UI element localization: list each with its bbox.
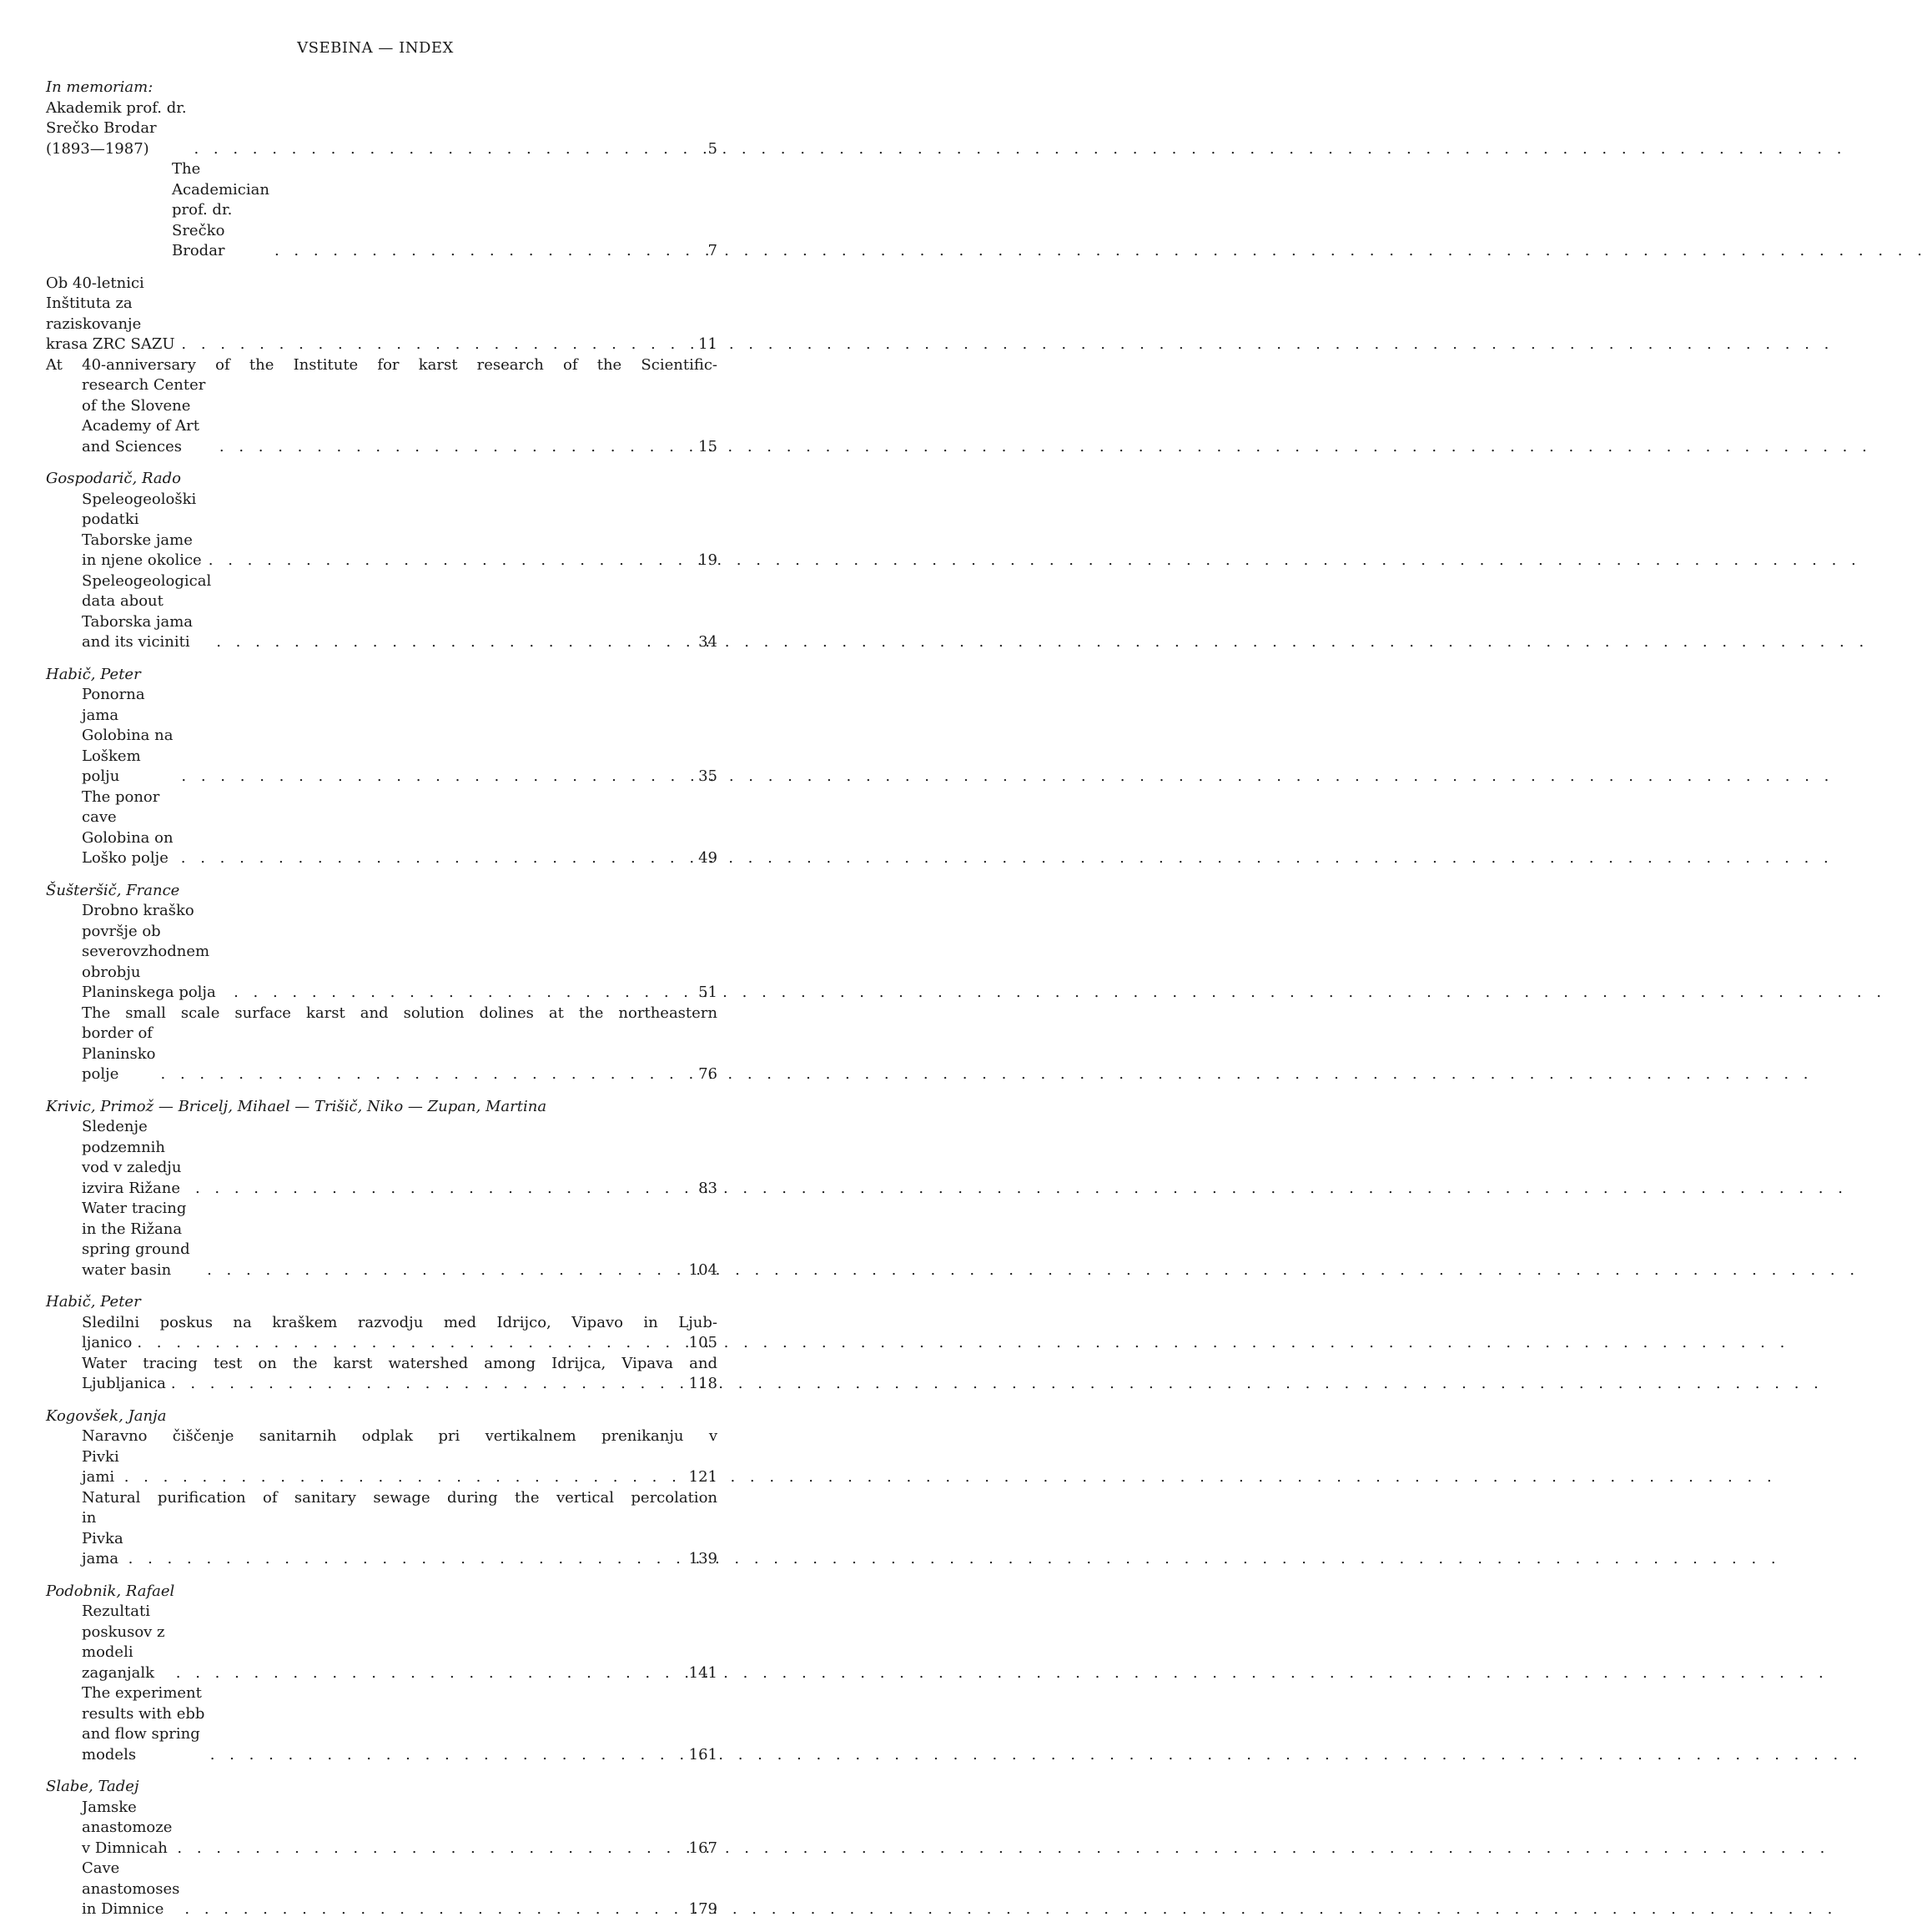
leader-dots — [176, 1663, 684, 1684]
article-title: Ponorna jama Golobina na Loškem polju — [82, 686, 174, 785]
article-title-line: The small scale surface karst and solution dolines at the northeastern — [82, 1004, 717, 1022]
anniversary-title-en-line1: At 40-anniversary of the Institute for karst research of the Scientific- — [46, 355, 717, 374]
leader-dots — [210, 1745, 684, 1766]
leader-dots — [216, 632, 691, 653]
article-title: Water tracing in the Rižana spring ground water basin — [82, 1200, 190, 1279]
article-title: The experiment results with ebb and flow spring models — [82, 1684, 205, 1763]
leader-dots — [184, 1899, 683, 1920]
anniversary-group — [46, 274, 717, 458]
toc-row — [46, 1602, 717, 1683]
toc-row — [46, 1333, 717, 1354]
author-name: Podobnik, Rafael — [46, 1582, 175, 1600]
leader-dots — [171, 1374, 684, 1395]
page-number: 104 — [688, 1260, 717, 1279]
anniversary-title-en-line2: research Center of the Slovene Academy of Art and Sciences — [82, 376, 206, 455]
memoriam-title: Akademik prof. dr. Srečko Brodar (1893—1987) — [46, 98, 187, 158]
article-title-line: Natural purification of sanitary sewage during the vertical percolation — [82, 1488, 717, 1507]
page-number: 179 — [688, 1900, 717, 1918]
leader-dots — [181, 335, 691, 355]
article-title: Cave anastomoses in Dimnice — [82, 1859, 180, 1918]
article-title: Rezultati poskusov z modeli zaganjalk — [82, 1602, 165, 1682]
toc-page — [0, 0, 751, 1918]
toc-row — [46, 1508, 717, 1570]
page-number: 141 — [688, 1663, 717, 1682]
toc-row — [46, 1447, 717, 1488]
author-name: Habič, Peter — [46, 1293, 141, 1311]
leader-dots — [128, 1549, 684, 1570]
leader-dots — [207, 1260, 684, 1281]
leader-dots — [194, 139, 691, 160]
article-title-line: Sledilni poskus na kraškem razvodju med Idrijco, Vipavo in Ljub- — [82, 1313, 717, 1331]
article-title: Ljubljanica — [82, 1375, 166, 1392]
page-number: 105 — [688, 1334, 717, 1351]
leader-dots — [181, 848, 691, 869]
toc-row — [46, 1374, 717, 1395]
leader-dots — [137, 1333, 683, 1354]
leader-dots — [209, 551, 691, 571]
table-of-contents — [46, 78, 717, 1932]
author-name: Habič, Peter — [46, 665, 141, 683]
author-entry — [46, 1406, 717, 1570]
memoriam-label: In memoriam: — [46, 78, 153, 96]
author-entry — [46, 1097, 717, 1281]
page-number: 167 — [688, 1839, 717, 1857]
page-number: 19 — [698, 551, 717, 569]
page-number: 15 — [698, 437, 717, 455]
toc-row — [46, 1859, 717, 1920]
page-number: 11 — [698, 335, 717, 353]
article-title: Speleogeological data about Taborska jama and its viciniti — [82, 571, 212, 651]
author-name: Krivic, Primož — Bricelj, Mihael — Trišič, Niko — Zupan, Martina — [46, 1097, 547, 1115]
toc-row — [46, 490, 717, 571]
page-number: 34 — [698, 633, 717, 651]
article-title: ljanico — [82, 1334, 133, 1351]
toc-row — [46, 1683, 717, 1765]
author-entry — [46, 881, 717, 1085]
leader-dots — [181, 767, 691, 787]
article-title: border of Planinsko polje — [82, 1024, 156, 1083]
toc-row — [46, 1798, 717, 1859]
page-number: 161 — [688, 1745, 717, 1763]
memoriam-title-en: The Academician prof. dr. Srečko Brodar — [172, 160, 269, 259]
author-name: Šušteršič, France — [46, 881, 180, 899]
author-entry — [46, 665, 717, 869]
article-title: The ponor cave Golobina on Loško polje — [82, 787, 174, 867]
entries-list — [46, 469, 717, 1920]
page-number: 51 — [698, 984, 717, 1001]
toc-row — [46, 571, 717, 653]
article-title: Sledenje podzemnih vod v zaledju izvira Rižane — [82, 1118, 182, 1197]
article-title-line: Naravno čiščenje sanitarnih odplak pri vertikalnem prenikanju v — [82, 1427, 717, 1445]
leader-dots — [274, 241, 691, 262]
page-number: 49 — [698, 849, 717, 867]
author-name: Slabe, Tadej — [46, 1778, 139, 1795]
leader-dots — [234, 983, 691, 1004]
page-title: VSEBINA — INDEX — [297, 39, 454, 57]
leader-dots — [219, 437, 691, 458]
leader-dots — [161, 1064, 691, 1085]
leader-dots — [177, 1839, 683, 1859]
page-number: 76 — [698, 1065, 717, 1083]
author-entry — [46, 1582, 717, 1766]
leader-dots — [195, 1179, 691, 1200]
article-title: Speleogeološki podatki Taborske jame in njene okolice — [82, 490, 202, 569]
page-number: 5 — [707, 139, 717, 158]
page-number: 7 — [707, 242, 717, 259]
toc-row — [46, 685, 717, 787]
toc-row — [46, 159, 717, 262]
toc-row — [46, 1199, 717, 1280]
article-title: Drobno kraško površje ob severovzhodnem obrobju Planinskega polja — [82, 902, 216, 1001]
toc-row — [46, 375, 717, 457]
article-title: Pivki jami — [82, 1447, 119, 1486]
article-title: in Pivka jama — [82, 1509, 123, 1567]
page-number: 118 — [688, 1375, 717, 1392]
toc-row — [46, 1117, 717, 1199]
author-name: Gospodarič, Rado — [46, 470, 182, 487]
toc-row — [46, 901, 717, 1004]
leader-dots — [124, 1467, 684, 1488]
article-title-line: Water tracing test on the karst watershed among Idrijca, Vipava and — [82, 1354, 717, 1372]
memoriam-group — [46, 78, 717, 262]
author-name: Kogovšek, Janja — [46, 1406, 167, 1425]
toc-row — [46, 274, 717, 355]
toc-row — [46, 787, 717, 869]
page-number: 139 — [688, 1550, 717, 1567]
author-entry — [46, 1777, 717, 1920]
article-title: Jamske anastomoze v Dimnicah — [82, 1798, 173, 1857]
page-number: 121 — [688, 1468, 717, 1486]
anniversary-title: Ob 40-letnici Inštituta za raziskovanje krasa ZRC SAZU — [46, 274, 175, 353]
author-entry — [46, 469, 717, 653]
page-number: 83 — [698, 1179, 717, 1197]
toc-row — [46, 1024, 717, 1085]
page-number: 35 — [698, 767, 717, 785]
author-entry — [46, 1292, 717, 1395]
toc-row — [46, 78, 717, 159]
